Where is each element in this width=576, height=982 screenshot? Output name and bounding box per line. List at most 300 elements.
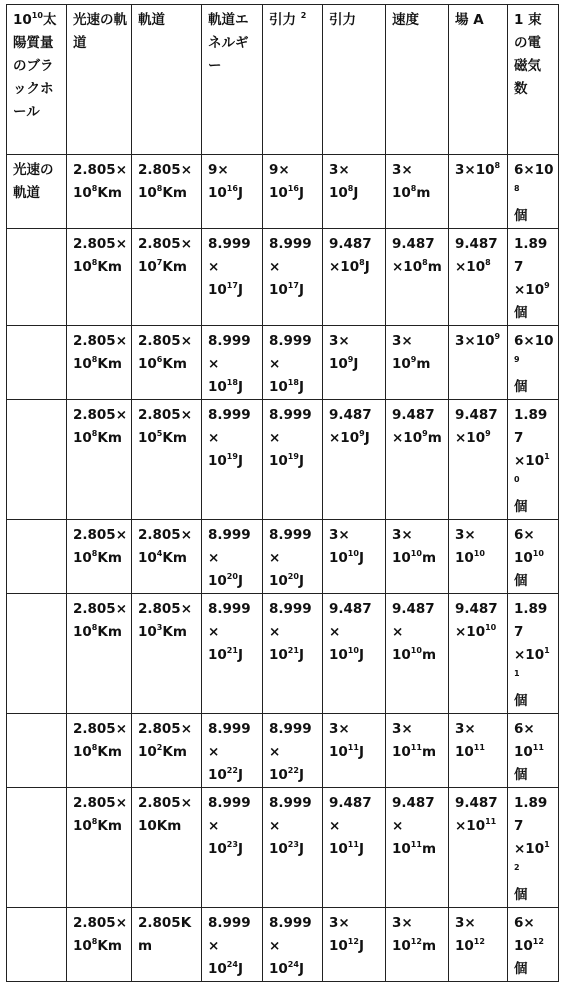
exponent: 10 — [514, 451, 550, 484]
cell-line: 8.999 — [208, 407, 251, 423]
header-cell — [508, 5, 559, 155]
cell-line: 8.999 — [208, 333, 251, 349]
cell-line: $10^{10}J$ — [329, 548, 364, 566]
cell-line: $10^7Km$ — [138, 257, 187, 275]
cell-line: $\times 10^{10}$ — [514, 451, 550, 484]
table-cell — [323, 155, 386, 229]
cell-line: $\times 10^8m$ — [392, 257, 442, 275]
exponent: 8 — [514, 183, 520, 193]
exponent: 8 — [91, 257, 98, 267]
cell-line: $10^8Km$ — [138, 183, 187, 201]
exponent: 12 — [410, 936, 422, 946]
exponent: 8 — [494, 160, 501, 170]
cell-line: 1 束の電磁気数 — [514, 12, 542, 97]
exponent: 24 — [226, 959, 238, 969]
table-row — [7, 326, 559, 400]
table-cell — [67, 594, 132, 714]
table-cell — [202, 155, 263, 229]
table-cell — [263, 155, 323, 229]
table-cell — [67, 788, 132, 908]
cell-line: 8.999 — [269, 915, 312, 931]
exponent: 24 — [287, 959, 299, 969]
cell-line: 2.805× — [138, 407, 193, 423]
table-cell — [67, 326, 132, 400]
table-cell — [132, 155, 202, 229]
cell-line: $10^8Km$ — [73, 183, 122, 201]
cell-line: $10^8Km$ — [73, 622, 122, 640]
cell-line: $10^{19}J$ — [269, 451, 304, 469]
exponent: 9 — [544, 280, 550, 290]
cell-line: $10^{24}J$ — [208, 959, 243, 977]
cell-line: 軌道 — [138, 12, 165, 28]
cell-line: 2.805× — [138, 601, 193, 617]
cell-line: 光速の軌道 — [13, 162, 54, 201]
cell-line: 2.805× — [73, 601, 128, 617]
cell-line: $10^{11}$ — [455, 742, 485, 760]
table-cell — [386, 788, 449, 908]
exponent: 12 — [473, 936, 485, 946]
exponent: 20 — [226, 571, 238, 581]
cell-line: $\times 10^{11}$ — [455, 816, 497, 834]
cell-line: $10^{11}m$ — [392, 742, 437, 760]
table-cell — [263, 788, 323, 908]
table-cell — [386, 714, 449, 788]
cell-line: 9.487 — [329, 795, 372, 811]
cell-line: × — [269, 356, 281, 372]
table-cell — [202, 400, 263, 520]
cell-line: $10^{16}J$ — [269, 183, 304, 201]
cell-line: 2.805× — [73, 162, 128, 178]
cell-line: × — [329, 624, 341, 640]
table-cell — [508, 155, 559, 229]
cell-line: $\times 10^{11}$ — [514, 645, 550, 678]
exponent: 9 — [514, 354, 520, 364]
exponent: 10 — [485, 622, 497, 632]
table-cell — [386, 520, 449, 594]
table-cell — [263, 400, 323, 520]
table-row — [7, 788, 559, 908]
cell-line: 3× — [392, 162, 413, 178]
exponent: 22 — [287, 765, 299, 775]
cell-line: × — [269, 550, 281, 566]
cell-line: 9× — [208, 162, 229, 178]
cell-line: $10^{16}J$ — [208, 183, 243, 201]
exponent: 2 — [156, 742, 163, 752]
table-cell — [7, 594, 67, 714]
table-cell — [323, 400, 386, 520]
cell-line: 2.805× — [138, 795, 193, 811]
table-cell — [449, 594, 508, 714]
exponent: 11 — [410, 839, 422, 849]
cell-line: $10^{12}$個 — [514, 936, 544, 977]
cell-line: $\times 10^9J$ — [329, 428, 370, 446]
cell-line: 個 — [514, 379, 528, 395]
table-cell — [202, 714, 263, 788]
cell-line: 9.487 — [455, 236, 498, 252]
cell-line: 2.805× — [73, 236, 128, 252]
table-cell — [263, 229, 323, 326]
table-row — [7, 400, 559, 520]
cell-line: 8.999 — [269, 407, 312, 423]
table-cell — [263, 594, 323, 714]
table-cell — [132, 520, 202, 594]
cell-line: 2.805× — [73, 527, 128, 543]
cell-line: × — [208, 744, 220, 760]
cell-line: $10^8Km$ — [73, 548, 122, 566]
table-cell — [323, 788, 386, 908]
cell-line: 9.487 — [455, 601, 498, 617]
cell-line: 1.897 — [514, 236, 548, 275]
cell-line: × — [269, 938, 281, 954]
exponent: 16 — [287, 183, 299, 193]
cell-line: 引力 — [329, 12, 356, 28]
cell-line: $10^{10}J$ — [329, 645, 364, 663]
cell-line: $10^{22}J$ — [208, 765, 243, 783]
exponent: 8 — [359, 257, 365, 267]
cell-line: 3× — [392, 527, 413, 543]
cell-line: $10^{12}$ — [455, 936, 485, 954]
exponent: 5 — [156, 428, 163, 438]
table-cell — [67, 229, 132, 326]
cell-line: 9.487 — [329, 601, 372, 617]
table-cell — [67, 155, 132, 229]
cell-line: $10^2Km$ — [138, 742, 187, 760]
cell-line: 9.487 — [329, 236, 372, 252]
table-cell — [323, 229, 386, 326]
cell-line: 1.897 — [514, 795, 548, 834]
cell-line: 9.487 — [392, 795, 435, 811]
cell-line: $10^{11}$個 — [514, 742, 544, 783]
cell-line: $10^{10}m$ — [392, 548, 437, 566]
cell-line: 2.805× — [73, 333, 128, 349]
cell-line: $10^{10}$ — [455, 548, 485, 566]
cell-line: $10^{11}J$ — [329, 742, 364, 760]
table-cell — [7, 788, 67, 908]
cell-line: 速度 — [392, 12, 419, 28]
exponent: 11 — [347, 839, 359, 849]
cell-line: $10^{23}J$ — [208, 839, 243, 857]
cell-line: $\times 10^9$ — [514, 280, 550, 298]
exponent: 8 — [91, 936, 98, 946]
exponent: 17 — [226, 280, 238, 290]
exponent: 8 — [347, 183, 354, 193]
table-cell — [386, 594, 449, 714]
cell-line: × — [269, 818, 281, 834]
cell-line: $10^8m$ — [392, 183, 431, 201]
cell-line: $10^{11}J$ — [329, 839, 364, 857]
table-cell — [132, 908, 202, 982]
table-cell — [7, 714, 67, 788]
cell-line: $10^{18}J$ — [208, 377, 243, 395]
cell-line: 個 — [514, 305, 528, 321]
cell-line: 2.805× — [138, 236, 193, 252]
cell-line: 2.805× — [73, 721, 128, 737]
cell-line: × — [208, 430, 220, 446]
table-cell — [67, 520, 132, 594]
table-cell — [132, 594, 202, 714]
table-cell — [263, 714, 323, 788]
cell-line: $\times 10^9m$ — [392, 428, 442, 446]
cell-line: $10^{18}J$ — [269, 377, 304, 395]
cell-line: 2.805× — [138, 721, 193, 737]
cell-line: $10^{10}$個 — [514, 548, 544, 589]
table-cell — [386, 908, 449, 982]
exponent: 6 — [156, 354, 163, 364]
table-cell — [202, 908, 263, 982]
cell-line: 2.805× — [73, 915, 128, 931]
cell-line: × — [208, 938, 220, 954]
cell-line: 10Km — [138, 818, 182, 834]
table-cell — [132, 400, 202, 520]
cell-line: 9.487 — [392, 407, 435, 423]
cell-line: $10^8Km$ — [73, 742, 122, 760]
exponent: 8 — [485, 257, 491, 267]
exponent: 18 — [226, 377, 238, 387]
exponent: 11 — [532, 742, 544, 752]
cell-line: 3× — [329, 333, 350, 349]
header-cell — [132, 5, 202, 155]
exponent: 11 — [485, 816, 497, 826]
table-cell — [508, 714, 559, 788]
exponent: 18 — [287, 377, 299, 387]
header-row — [7, 5, 559, 155]
table-cell — [7, 326, 67, 400]
table-cell — [67, 400, 132, 520]
table-cell — [386, 400, 449, 520]
cell-line: × — [269, 624, 281, 640]
table-cell — [323, 326, 386, 400]
cell-line: 8.999 — [208, 527, 251, 543]
exponent: 9 — [359, 428, 365, 438]
cell-line: 8.999 — [208, 236, 251, 252]
cell-line: $10^8J$ — [329, 183, 359, 201]
cell-line: 8.999 — [208, 721, 251, 737]
cell-line: × — [208, 818, 220, 834]
table-row — [7, 594, 559, 714]
cell-line: × — [269, 259, 281, 275]
cell-line: $3\times 10^9$ — [455, 331, 501, 349]
cell-line: $10^{12}m$ — [392, 936, 437, 954]
cell-line: $10^8Km$ — [73, 257, 122, 275]
exponent: 10 — [410, 548, 422, 558]
table-cell — [508, 594, 559, 714]
table-cell — [202, 788, 263, 908]
cell-line: 9.487 — [329, 407, 372, 423]
cell-line: 8.999 — [208, 601, 251, 617]
cell-line: 8.999 — [269, 527, 312, 543]
cell-line: $10^{17}J$ — [269, 280, 304, 298]
exponent: 4 — [156, 548, 163, 558]
table-cell — [7, 229, 67, 326]
cell-line: × — [208, 259, 220, 275]
cell-line: $10^{22}J$ — [269, 765, 304, 783]
cell-line: 8.999 — [269, 236, 312, 252]
exponent: 8 — [91, 428, 98, 438]
cell-line: $10^{19}J$ — [208, 451, 243, 469]
cell-line: × — [208, 356, 220, 372]
cell-line: $10^8Km$ — [73, 936, 122, 954]
table-cell — [386, 326, 449, 400]
table-cell — [508, 326, 559, 400]
table-row — [7, 908, 559, 982]
cell-line: $10^3Km$ — [138, 622, 187, 640]
exponent: 8 — [91, 622, 98, 632]
cell-line: × — [329, 818, 341, 834]
exponent: 8 — [91, 816, 98, 826]
table-cell — [202, 229, 263, 326]
exponent: 12 — [532, 936, 544, 946]
cell-line: $10^{21}J$ — [208, 645, 243, 663]
exponent: 9 — [485, 428, 491, 438]
cell-line: $10^{23}J$ — [269, 839, 304, 857]
header-cell — [202, 5, 263, 155]
table-cell — [508, 520, 559, 594]
cell-line: 2.805× — [138, 333, 193, 349]
cell-line: 8.999 — [208, 915, 251, 931]
table-cell — [508, 788, 559, 908]
header-cell — [7, 5, 67, 155]
exponent: 21 — [226, 645, 238, 655]
cell-line: 6× — [514, 915, 535, 931]
table-row — [7, 155, 559, 229]
exponent: 23 — [226, 839, 238, 849]
table-cell — [263, 326, 323, 400]
table-cell — [67, 714, 132, 788]
header-cell — [67, 5, 132, 155]
cell-line: 1.897 — [514, 407, 548, 446]
cell-line: $10^{10}m$ — [392, 645, 437, 663]
cell-line: 3× — [392, 721, 413, 737]
cell-line: 3× — [455, 721, 476, 737]
table-cell — [263, 520, 323, 594]
cell-line: $10^{20}J$ — [208, 571, 243, 589]
table-cell — [449, 326, 508, 400]
table-cell — [202, 594, 263, 714]
cell-line: 3× — [329, 527, 350, 543]
cell-line: 1.897 — [514, 601, 548, 640]
cell-line: 9.487 — [455, 407, 498, 423]
exponent: 11 — [410, 742, 422, 752]
cell-line: 3× — [329, 721, 350, 737]
cell-line: 個 — [514, 887, 528, 903]
cell-line: $\times 10^{12}$ — [514, 839, 550, 872]
table-cell — [386, 155, 449, 229]
cell-line: 3× — [455, 915, 476, 931]
table-cell — [67, 908, 132, 982]
cell-line: 2.805× — [138, 162, 193, 178]
cell-line: 光速の軌道 — [73, 12, 127, 51]
table-row — [7, 714, 559, 788]
exponent: 9 — [494, 331, 501, 341]
table-cell — [508, 400, 559, 520]
exponent: 8 — [91, 183, 98, 193]
exponent: 12 — [514, 839, 550, 872]
table-cell — [508, 908, 559, 982]
table-cell — [132, 229, 202, 326]
table-cell — [449, 155, 508, 229]
cell-line: $10^8Km$ — [73, 428, 122, 446]
exponent: 10 — [473, 548, 485, 558]
exponent: 23 — [287, 839, 299, 849]
cell-line: $\times 10^8$ — [455, 257, 491, 275]
cell-line: 個 — [514, 208, 528, 224]
exponent: 9 — [410, 354, 417, 364]
table-cell — [323, 714, 386, 788]
cell-line: × — [208, 550, 220, 566]
cell-line: 8.999 — [208, 795, 251, 811]
exponent: 8 — [91, 354, 98, 364]
exponent: 9 — [422, 428, 428, 438]
table-cell — [449, 400, 508, 520]
header-cell — [263, 5, 323, 155]
cell-line: $10^4Km$ — [138, 548, 187, 566]
exponent: 3 — [156, 622, 163, 632]
table-cell — [7, 908, 67, 982]
cell-line: $10^9J$ — [329, 354, 359, 372]
table-cell — [449, 788, 508, 908]
cell-line: $10^{11}m$ — [392, 839, 437, 857]
exponent: 8 — [156, 183, 163, 193]
exponent: 10 — [31, 10, 43, 20]
cell-line: $6\times 10^8$ — [514, 162, 554, 193]
cell-line: × — [208, 624, 220, 640]
exponent: 22 — [226, 765, 238, 775]
table-cell — [449, 908, 508, 982]
cell-line: $10^9m$ — [392, 354, 431, 372]
cell-line: 軌道エネルギー — [208, 12, 249, 74]
exponent: 2 — [300, 10, 307, 20]
table-cell — [323, 520, 386, 594]
exponent: 11 — [514, 645, 550, 678]
exponent: 11 — [347, 742, 359, 752]
exponent: 7 — [156, 257, 163, 267]
cell-line: 2.805× — [73, 795, 128, 811]
cell-line: 3× — [392, 915, 413, 931]
table-cell — [202, 520, 263, 594]
exponent: 21 — [287, 645, 299, 655]
cell-line: $10^{17}J$ — [208, 280, 243, 298]
cell-line: 個 — [514, 693, 528, 709]
table-cell — [386, 229, 449, 326]
table-cell — [323, 908, 386, 982]
cell-line: 2.805× — [73, 407, 128, 423]
table-cell — [449, 229, 508, 326]
exponent: 10 — [347, 548, 359, 558]
cell-line: 9.487 — [392, 236, 435, 252]
cell-line: 9.487 — [392, 601, 435, 617]
cell-line: $10^5Km$ — [138, 428, 187, 446]
exponent: 9 — [347, 354, 354, 364]
cell-line: 2.805× — [138, 527, 193, 543]
data-table — [6, 4, 559, 982]
cell-line: 9.487 — [455, 795, 498, 811]
cell-line: × — [392, 818, 404, 834]
cell-line: 個 — [514, 499, 528, 515]
cell-line: $10^{10}$太陽質量のブラックホール — [13, 10, 57, 120]
table-cell — [449, 520, 508, 594]
cell-line: 8.999 — [269, 601, 312, 617]
table-cell — [7, 400, 67, 520]
exponent: 10 — [532, 548, 544, 558]
table-row — [7, 520, 559, 594]
exponent: 10 — [410, 645, 422, 655]
cell-line: 2.805Km — [138, 915, 192, 954]
cell-line: × — [269, 430, 281, 446]
header-cell — [323, 5, 386, 155]
exponent: 8 — [91, 742, 98, 752]
exponent: 19 — [226, 451, 238, 461]
exponent: 12 — [347, 936, 359, 946]
